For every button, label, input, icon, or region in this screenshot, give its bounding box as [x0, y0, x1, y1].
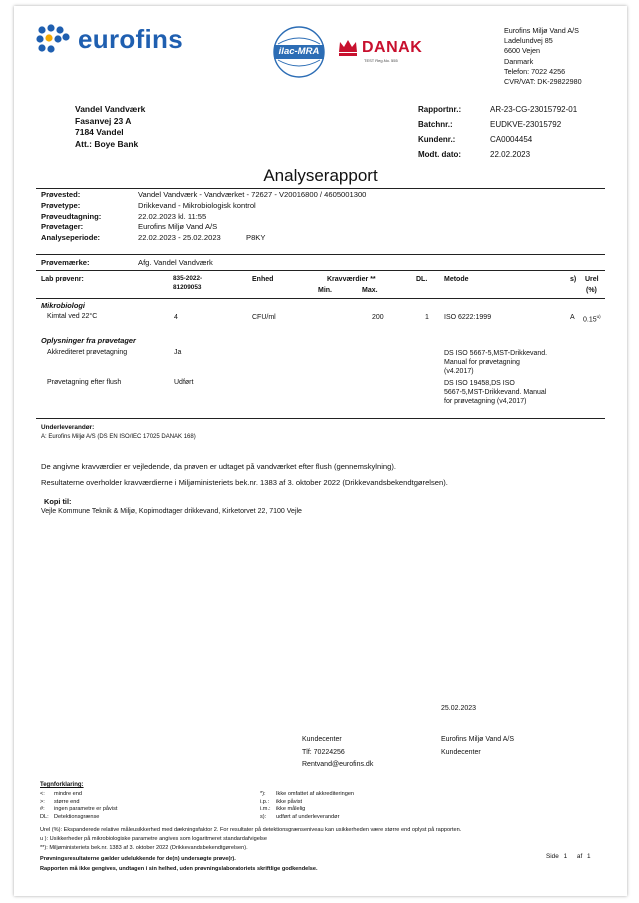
- report-date: 25.02.2023: [441, 705, 477, 712]
- eurofins-logo: [36, 24, 196, 58]
- customer-address: [75, 104, 145, 150]
- lab-address: [504, 26, 582, 87]
- customer-number-label: Kundenr.:: [418, 135, 456, 144]
- batch-number-value: EUDKVE-23015792: [490, 120, 562, 129]
- legend-symbol: #:: [40, 806, 45, 813]
- limits-header: Kravværdier **: [327, 276, 376, 283]
- method-line: DS ISO 5667-5,MST-Drikkevand.: [444, 350, 548, 357]
- footer-contact: [302, 734, 373, 772]
- legend-symbol: s):: [260, 813, 267, 820]
- min-header: Min.: [318, 287, 332, 294]
- legend-text: ikke påvist: [276, 798, 303, 805]
- report-page: [14, 6, 627, 896]
- legend-text: ikke målelig: [276, 806, 306, 813]
- footer-contact-line: Tlf: 70224256: [302, 748, 345, 756]
- lab-sample-no-label: Lab prøvenr:: [41, 276, 84, 283]
- legend-note: u ): Usikkerheder på mikrobiologiske parametre angives som logaritmeret standardafvigelse: [40, 835, 267, 842]
- sampler-row-method: [444, 379, 546, 406]
- legend-disclaimer: Rapporten må ikke gengives, undtagen i sin helhed, uden prøvningslaboratoriets skriftlige godkendelse.: [40, 866, 318, 872]
- footer-company: [441, 734, 514, 759]
- sampling-date-label: Prøveudtagning:: [41, 211, 102, 221]
- report-number-value: AR-23-CG-23015792-01: [490, 105, 578, 114]
- footer-company-line: Eurofins Miljø Vand A/S: [441, 736, 515, 743]
- legend-text: udført af underleverandør: [276, 813, 340, 820]
- divider: [36, 298, 605, 299]
- legend-disclaimer: Prøvningsresultaterne gælder udelukkende for de(n) undersøgte prøve(r).: [40, 856, 236, 862]
- eurofins-logo-icon: [36, 24, 74, 54]
- method-line: 5667-5,MST-Drikkevand. Manual: [444, 389, 547, 396]
- statement: De angivne kravværdier er vejledende, da prøven er udtaget på vandværket efter flush (gennemskylning).: [41, 462, 396, 471]
- ilac-mra-logo: [268, 24, 330, 80]
- lab-address-line: 6600 Vejen: [504, 46, 540, 56]
- footer-contact-line: Rentvand@eurofins.dk: [302, 761, 374, 768]
- legend-text: mindre end: [54, 791, 82, 797]
- sample-location-label: Prøvested:: [41, 190, 81, 199]
- report-number-label: Rapportnr.:: [418, 105, 462, 114]
- divider: [36, 188, 605, 189]
- customer-line: 7184 Vandel: [75, 127, 124, 137]
- method-line: DS ISO 19458,DS ISO: [444, 380, 515, 387]
- micro-dl: 1: [425, 314, 429, 321]
- sampler-row-method: [444, 349, 547, 376]
- divider: [36, 270, 605, 271]
- micro-unit: CFU/ml: [252, 314, 276, 321]
- legend-text: ingen parametre er påvist: [54, 806, 118, 813]
- divider: [36, 254, 605, 255]
- method-header: Metode: [444, 276, 469, 283]
- statement: Resultaterne overholder kravværdierne i Miljøministeriets bek.nr. 1383 af 3. oktober 2022 (Drikkevandsbekendtgørelsen).: [41, 478, 448, 487]
- legend-symbol: *):: [260, 791, 266, 797]
- received-date-value: 22.02.2023: [490, 150, 531, 159]
- page-total: 1: [587, 853, 591, 860]
- copy-to-title: Kopi til:: [44, 497, 72, 506]
- lab-sample-no-value: [173, 274, 202, 292]
- customer-line: Vandel Vandværk: [75, 104, 146, 114]
- page-number: [546, 853, 591, 861]
- legend-symbol: <:: [40, 791, 45, 797]
- lab-address-line: Telefon: 7022 4256: [504, 66, 566, 76]
- customer-number-value: CA0004454: [490, 135, 533, 144]
- sampler-row-value: Udført: [174, 379, 194, 386]
- max-header: Max.: [362, 287, 378, 294]
- sampler-row-param: Akkrediteret prøvetagning: [47, 349, 128, 356]
- lab-sample-no-part: 835-2022-: [173, 275, 203, 282]
- divider: [36, 418, 605, 419]
- legend-note: Urel (%): Ekspanderede relative måleusikkerhed med dækningsfaktor 2. For resultater på detektionsgrænseniveau kan usikkerheden være større end oplyst på rapporten.: [40, 827, 462, 833]
- eurofins-logo-text: eurofins: [78, 24, 183, 54]
- lab-address-line: Eurofins Miljø Vand A/S: [504, 26, 579, 35]
- lab-address-line: Ladelundvej 85: [504, 36, 553, 46]
- micro-urel-note: u): [596, 314, 601, 319]
- footer-company-line: Kundecenter: [441, 748, 481, 756]
- report-meta-values: [490, 102, 577, 162]
- legend-left-texts: [54, 791, 117, 821]
- dl-header: DL.: [416, 276, 428, 283]
- legend-symbol: i.p.:: [260, 798, 270, 805]
- micro-value: 4: [174, 314, 178, 321]
- report-meta-labels: [418, 102, 461, 162]
- page-current: 1: [563, 853, 568, 860]
- urel-unit-header: (%): [586, 287, 597, 294]
- copy-to-line: Vejle Kommune Teknik & Miljø, Kopimodtager drikkevand, Kirketorvet 22, 7100 Vejle: [41, 508, 302, 515]
- page-of-label: af: [576, 853, 583, 860]
- legend-symbol: DL:: [40, 813, 49, 820]
- micro-urel: [583, 314, 601, 323]
- ilac-mra-logo-text: ilac-MRA: [278, 46, 320, 57]
- danak-crown-icon: [336, 36, 360, 65]
- marking-label: Prøvemærke:: [41, 258, 90, 267]
- analysis-period-value: 22.02.2023 - 25.02.2023: [138, 233, 221, 243]
- report-title: Analyserapport: [263, 166, 378, 185]
- micro-urel-value: 0.15: [583, 316, 597, 324]
- customer-line: Att.: Boye Bank: [75, 138, 139, 149]
- sampler-row-value: Ja: [174, 349, 182, 356]
- legend-text: Detektionsgrænse: [54, 813, 100, 820]
- sample-type-label: Prøvetype:: [41, 200, 81, 210]
- danak-logo-text: DANAK: [362, 39, 423, 56]
- micro-accreditation: A: [570, 314, 575, 321]
- legend-symbol: i.m.:: [260, 806, 271, 813]
- legend-title: Tegnforklaring:: [40, 782, 84, 788]
- microbiology-section-title: Mikrobiologi: [41, 301, 85, 310]
- legend-right-symbols: [260, 791, 271, 821]
- micro-method: ISO 6222:1999: [444, 314, 492, 321]
- micro-param: Kimtal ved 22°C: [47, 313, 98, 320]
- method-line: Manual for prøvetagning: [444, 359, 520, 366]
- batch-number-label: Batchnr.:: [418, 120, 453, 129]
- sample-location-value: Vandel Vandværk - Vandværket - 72627 - V20016800 / 4605001300: [138, 190, 367, 199]
- micro-max: 200: [372, 314, 384, 321]
- lab-address-line: Danmark: [504, 56, 534, 66]
- legend-note: **): Miljøministeriets bek.nr. 1383 af 3. oktober 2022 (Drikkevandsbekendtgørelsen).: [40, 844, 248, 851]
- lab-address-line: CVR/VAT: DK-29822980: [504, 77, 582, 87]
- sample-type-value: Drikkevand - Mikrobiologisk kontrol: [138, 200, 256, 210]
- analysis-period-label: Analyseperiode:: [41, 233, 101, 243]
- unit-header: Enhed: [252, 276, 274, 283]
- subcontractor-title: Underleverandør:: [41, 424, 95, 431]
- sampler-row-param: Prøvetagning efter flush: [47, 379, 122, 386]
- method-line: for prøvetagning (v4,2017): [444, 398, 527, 405]
- page-side-label: Side: [546, 853, 559, 860]
- footer-contact-line: Kundecenter: [302, 736, 342, 743]
- customer-line: Fasanvej 23 A: [75, 115, 132, 126]
- urel-header: Urel: [585, 276, 599, 283]
- legend-text: Ikke omfattet af akkrediteringen: [276, 791, 355, 797]
- legend-symbol: >:: [40, 798, 45, 805]
- legend-right-texts: [276, 791, 354, 821]
- sampler-value: Eurofins Miljø Vand A/S: [138, 222, 218, 232]
- sampler-info-section-title: Oplysninger fra prøvetager: [41, 336, 136, 345]
- danak-reg-no: TEST Reg.No. 555: [364, 58, 398, 63]
- sample-info-labels: [41, 190, 101, 244]
- lab-sample-no-part: 81209053: [173, 284, 202, 291]
- sampling-date-value: 22.02.2023 kl. 11:55: [138, 211, 207, 221]
- legend-notes: [40, 826, 461, 852]
- subcontractor-line: A: Eurofins Miljø A/S (DS EN ISO/IEC 17025 DANAK 168): [41, 434, 196, 440]
- legend-text: større end: [54, 798, 80, 805]
- received-date-label: Modt. dato:: [418, 150, 462, 159]
- sampler-label: Prøvetager:: [41, 222, 84, 232]
- marking-value: Afg. Vandel Vandværk: [138, 258, 213, 267]
- method-line: (v4.2017): [444, 368, 474, 375]
- legend-left-symbols: [40, 791, 49, 821]
- sampler-code: P8KY: [246, 233, 266, 242]
- subcontractor-header: s): [570, 276, 577, 283]
